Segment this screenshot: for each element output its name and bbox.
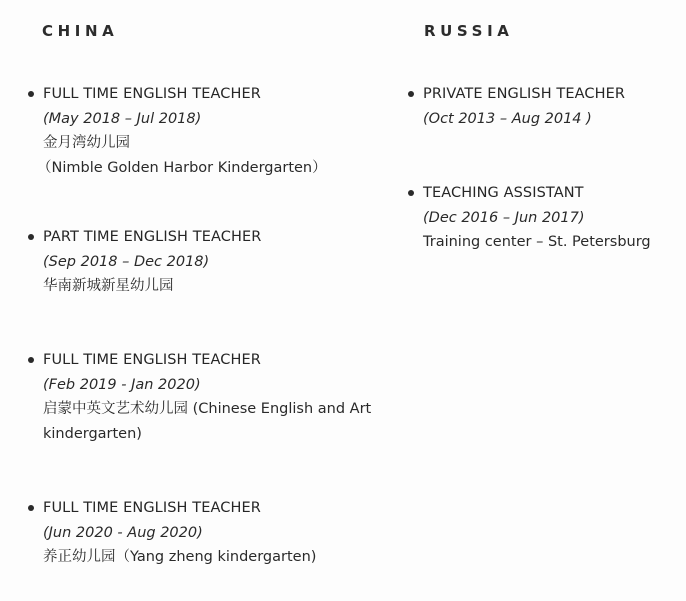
china-entry-2 xyxy=(43,225,373,299)
bullet-icon xyxy=(28,234,34,240)
russia-heading: RUSSIA xyxy=(424,22,514,40)
bullet-icon xyxy=(408,91,414,97)
bullet-icon xyxy=(28,357,34,363)
job-place-detail: （Nimble Golden Harbor Kindergarten） xyxy=(37,159,327,176)
job-dates: (Jun 2020 - Aug 2020) xyxy=(43,524,203,541)
russia-entry-1 xyxy=(423,82,685,131)
job-place: 华南新城新星幼儿园 xyxy=(43,278,174,294)
job-place: 金月湾幼儿园 xyxy=(43,135,130,151)
job-title: PART TIME ENGLISH TEACHER xyxy=(43,229,262,245)
russia-entry-2 xyxy=(423,181,685,255)
job-dates: (Feb 2019 - Jan 2020) xyxy=(43,376,201,393)
china-heading: CHINA xyxy=(42,22,119,40)
bullet-icon xyxy=(408,190,414,196)
job-title: PRIVATE ENGLISH TEACHER xyxy=(423,86,626,102)
bullet-icon xyxy=(28,91,34,97)
bullet-icon xyxy=(28,505,34,511)
job-dates: (Dec 2016 – Jun 2017) xyxy=(423,209,585,226)
job-title: FULL TIME ENGLISH TEACHER xyxy=(43,352,261,368)
job-place: 养正幼儿园（Yang zheng kindergarten) xyxy=(43,549,317,565)
job-dates: (Oct 2013 – Aug 2014 ) xyxy=(423,110,592,127)
job-place: 启蒙中英文艺术幼儿园 (Chinese English and Art kindergarten) xyxy=(43,401,372,442)
job-dates: (May 2018 – Jul 2018) xyxy=(43,110,202,127)
job-title: FULL TIME ENGLISH TEACHER xyxy=(43,86,261,102)
job-title: TEACHING ASSISTANT xyxy=(423,185,584,201)
job-title: FULL TIME ENGLISH TEACHER xyxy=(43,500,261,516)
china-entry-3 xyxy=(43,348,373,446)
job-dates: (Sep 2018 – Dec 2018) xyxy=(43,253,210,270)
china-entry-4 xyxy=(43,496,373,570)
china-entry-1 xyxy=(37,82,373,180)
job-place: Training center – St. Petersburg xyxy=(423,234,651,250)
